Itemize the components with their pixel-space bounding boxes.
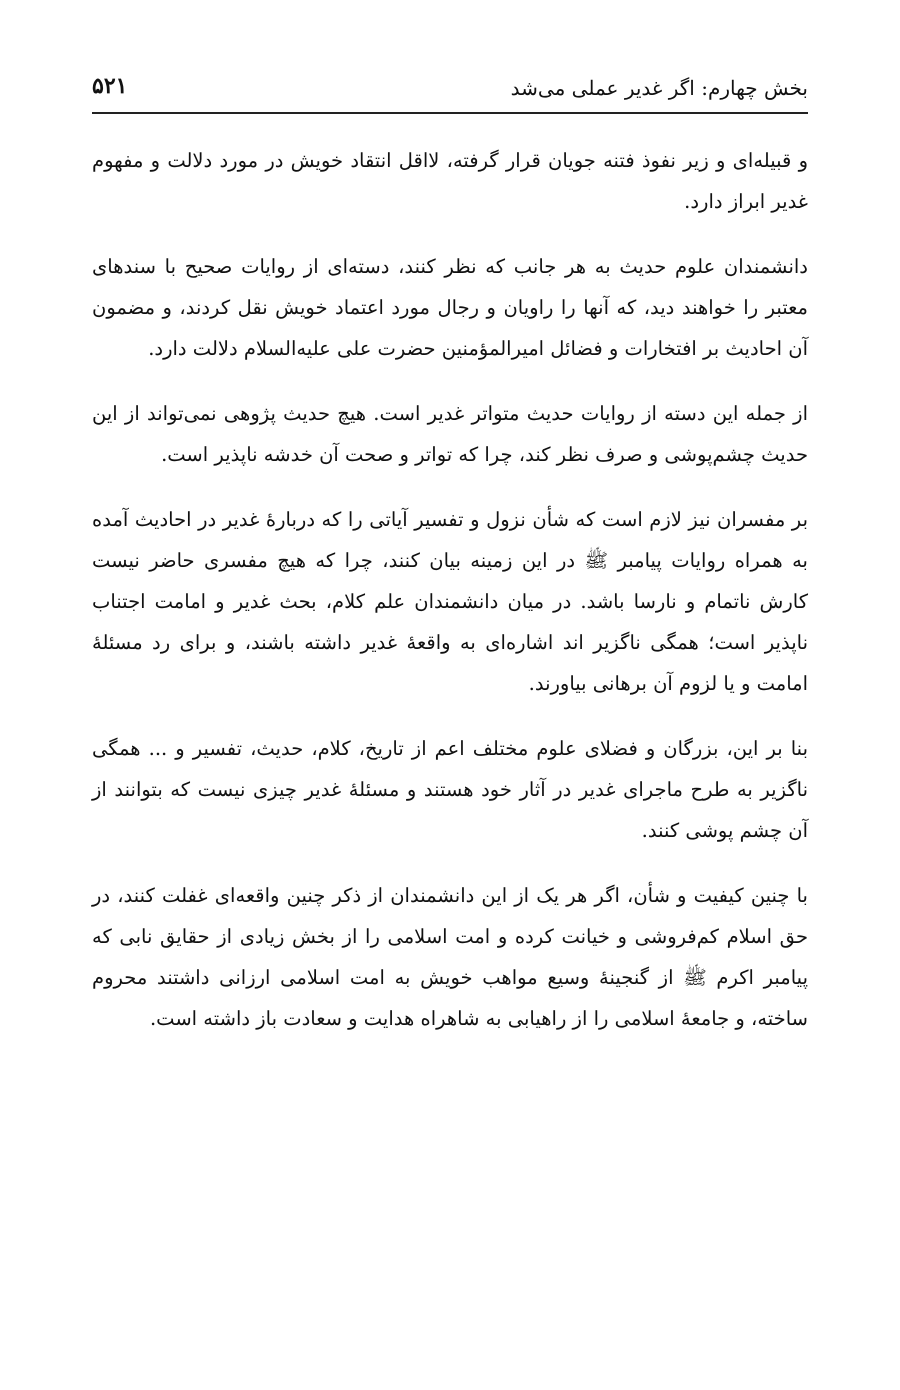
body-text [92,140,808,1039]
chapter-title: بخش چهارم: اگر غدیر عملی می‌شد [510,76,808,100]
paragraph-6: با چنین کیفیت و شأن، اگر هر یک از این دانشمندان از ذکر چنین واقعه‌ای غفلت کنند، در حق اسلام کم‌فروشی و خیانت کرده و امت اسلامی را از بخش زیادی از حقایق نابی که پیامبر اکرم ﷺ از گنجینهٔ وسیع مواهب خویش به امت اسلامی ارزانی داشتند محروم ساخته، و جامعهٔ اسلامی را از راهیابی به شاهراه هدایت و سعادت باز داشته است. [92,884,808,1030]
paragraph-2: دانشمندان علوم حدیث به هر جانب که نظر کنند، دسته‌ای از روایات صحیح با سندهای معتبر را خواهند دید، که آنها را راویان و رجال مورد اعتماد خویش نقل کردند، و مضمون آن احادیث بر افتخارات و فضائل امیرالمؤمنین حضرت علی علیه‌السلام دلالت دارد. [92,255,808,360]
paragraph-5: بنا بر این، بزرگان و فضلای علوم مختلف اعم از تاریخ، کلام، حدیث، تفسیر و ... همگی ناگزیر به طرح ماجرای غدیر در آثار خود هستند و مسئلهٔ غدیر چیزی نیست که بتوانند از آن چشم پوشی کنند. [92,737,808,842]
running-header [92,60,808,114]
page-number: ۵۲۱ [92,73,128,99]
paragraph-4: بر مفسران نیز لازم است که شأن نزول و تفسیر آیاتی را که دربارهٔ غدیر در احادیث آمده به همراه روایات پیامبر ﷺ در این زمینه بیان کنند، چرا که هیچ مفسری حاضر نیست کارش ناتمام و نارسا باشد. در میان دانشمندان علم کلام، بحث غدیر و امامت اجتناب ناپذیر است؛ همگی ناگزیر اند اشاره‌ای به واقعهٔ غدیر داشته باشند، و برای رد مسئلهٔ امامت و یا لزوم آن برهانی بیاورند. [92,508,808,695]
paragraph-1: و قبیله‌ای و زیر نفوذ فتنه جویان قرار گرفته، لااقل انتقاد خویش در مورد دلالت و مفهوم غدیر ابراز دارد. [92,149,808,213]
book-page [92,60,808,1350]
paragraph-3: از جمله این دسته از روایات حدیث متواتر غدیر است. هیچ حدیث پژوهی نمی‌تواند از این حدیث چشم‌پوشی و صرف نظر کند، چرا که تواتر و صحت آن خدشه ناپذیر است. [92,402,808,466]
